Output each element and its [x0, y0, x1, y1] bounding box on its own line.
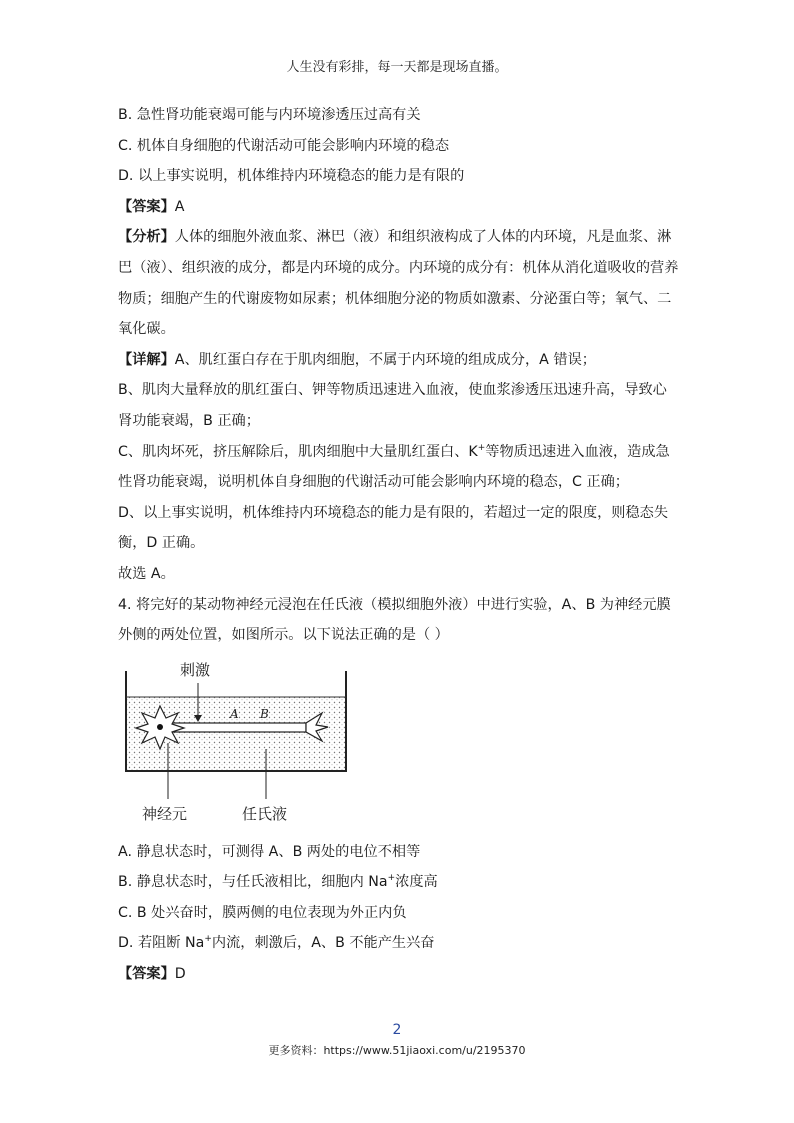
page-number: 2 [392, 1022, 402, 1038]
axon [166, 723, 306, 732]
q4-answer-tag: 【答案】 [118, 966, 175, 983]
q4-option-d-sup: + [204, 934, 212, 945]
q4-stem-line-1: 4. 将完好的某动物神经元浸泡在任氏液（模拟细胞外液）中进行实验，A、B 为神经元膜 [118, 596, 671, 613]
answer-value: A [174, 198, 185, 215]
analysis-text: 人体的细胞外液血浆、淋巴（液）和组织液构成了人体的内环境，凡是血浆、淋 [174, 229, 672, 246]
q3-conclusion: 故选 A。 [118, 565, 175, 582]
page-header [0, 56, 794, 75]
q3-detail-d-2: 衡，D 正确。 [118, 535, 205, 552]
label-neuron: 神经元 [142, 804, 188, 823]
detail-tag: 【详解】 [118, 351, 175, 368]
q4-stem-line-2: 外侧的两处位置，如图所示。以下说法正确的是（ ） [118, 627, 449, 644]
q3-detail-b-1: B、肌肉大量释放的肌红蛋白、钾等物质迅速进入血液，使血浆渗透压迅速升高，导致心 [118, 382, 667, 399]
q3-answer [118, 192, 678, 223]
label-solution: 任氏液 [242, 804, 288, 823]
label-stimulus: 刺激 [180, 660, 211, 679]
q4-option-b-pre: B. 静息状态时，与任氏液相比，细胞内 Na [118, 874, 388, 891]
q3-detail-line-1 [118, 345, 678, 376]
q3-detail-c-2: 性肾功能衰竭，说明机体自身细胞的代谢活动可能会影响内环境的稳态，C 正确； [118, 474, 629, 491]
q3-analysis-line-4: 氧化碳。 [118, 321, 175, 338]
q4-option-b [118, 867, 678, 898]
neuron-experiment-figure [118, 661, 358, 831]
q4-option-a: A. 静息状态时，可测得 A、B 两处的电位不相等 [118, 843, 421, 860]
q3-option-d: D. 以上事实说明，机体维持内环境稳态的能力是有限的 [118, 168, 465, 185]
label-a: A [230, 706, 239, 721]
q3-analysis-line-1 [118, 222, 678, 253]
nucleus [157, 724, 163, 730]
footer-more-link[interactable]: https://www.51jiaoxi.com/u/2195370 [323, 1044, 526, 1057]
q4-option-b-sup: + [387, 873, 396, 884]
label-b: B [260, 706, 269, 721]
detail-c-pre: C、肌肉坏死，挤压解除后，肌肉细胞中大量肌红蛋白、K [118, 443, 478, 460]
detail-c-post: 等物质迅速进入血液，造成急 [485, 443, 670, 460]
q3-detail-d-1: D、以上事实说明，机体维持内环境稳态的能力是有限的，若超过一定的限度，则稳态失 [118, 504, 669, 521]
detail-c-sup: + [477, 442, 486, 453]
header-slogan: 人生没有彩排，每一天都是现场直播。 [286, 60, 508, 75]
analysis-tag: 【分析】 [118, 229, 175, 246]
q4-option-b-post: 浓度高 [395, 874, 438, 891]
q3-option-c: C. 机体自身细胞的代谢活动可能会影响内环境的稳态 [118, 137, 450, 154]
footer-more-label: 更多资料： [268, 1044, 324, 1057]
footer-more [0, 1042, 794, 1058]
page-content [118, 100, 678, 990]
q4-option-d [118, 928, 678, 959]
q4-answer-value: D [174, 966, 186, 983]
q3-analysis-line-2: 巴（液）、组织液的成分，都是内环境的成分。内环境的成分有：机体从消化道吸收的营养 [118, 259, 679, 276]
q4-answer [118, 959, 678, 990]
q4-option-c: C. B 处兴奋时，膜两侧的电位表现为外正内负 [118, 904, 407, 921]
q4-option-d-post: 内流，刺激后，A、B 不能产生兴奋 [211, 935, 435, 952]
q4-option-d-pre: D. 若阻断 Na [118, 935, 205, 952]
answer-tag: 【答案】 [118, 198, 175, 215]
q3-analysis-line-3: 物质；细胞产生的代谢废物如尿素；机体细胞分泌的物质如激素、分泌蛋白等；氧气、二 [118, 290, 672, 307]
detail-text: A、肌红蛋白存在于肌肉细胞，不属于内环境的组成成分，A 错误； [174, 351, 596, 368]
q3-option-b: B. 急性肾功能衰竭可能与内环境渗透压过高有关 [118, 107, 421, 123]
q3-detail-c-1 [118, 437, 678, 468]
q3-detail-b-2: 肾功能衰竭，B 正确； [118, 412, 260, 429]
